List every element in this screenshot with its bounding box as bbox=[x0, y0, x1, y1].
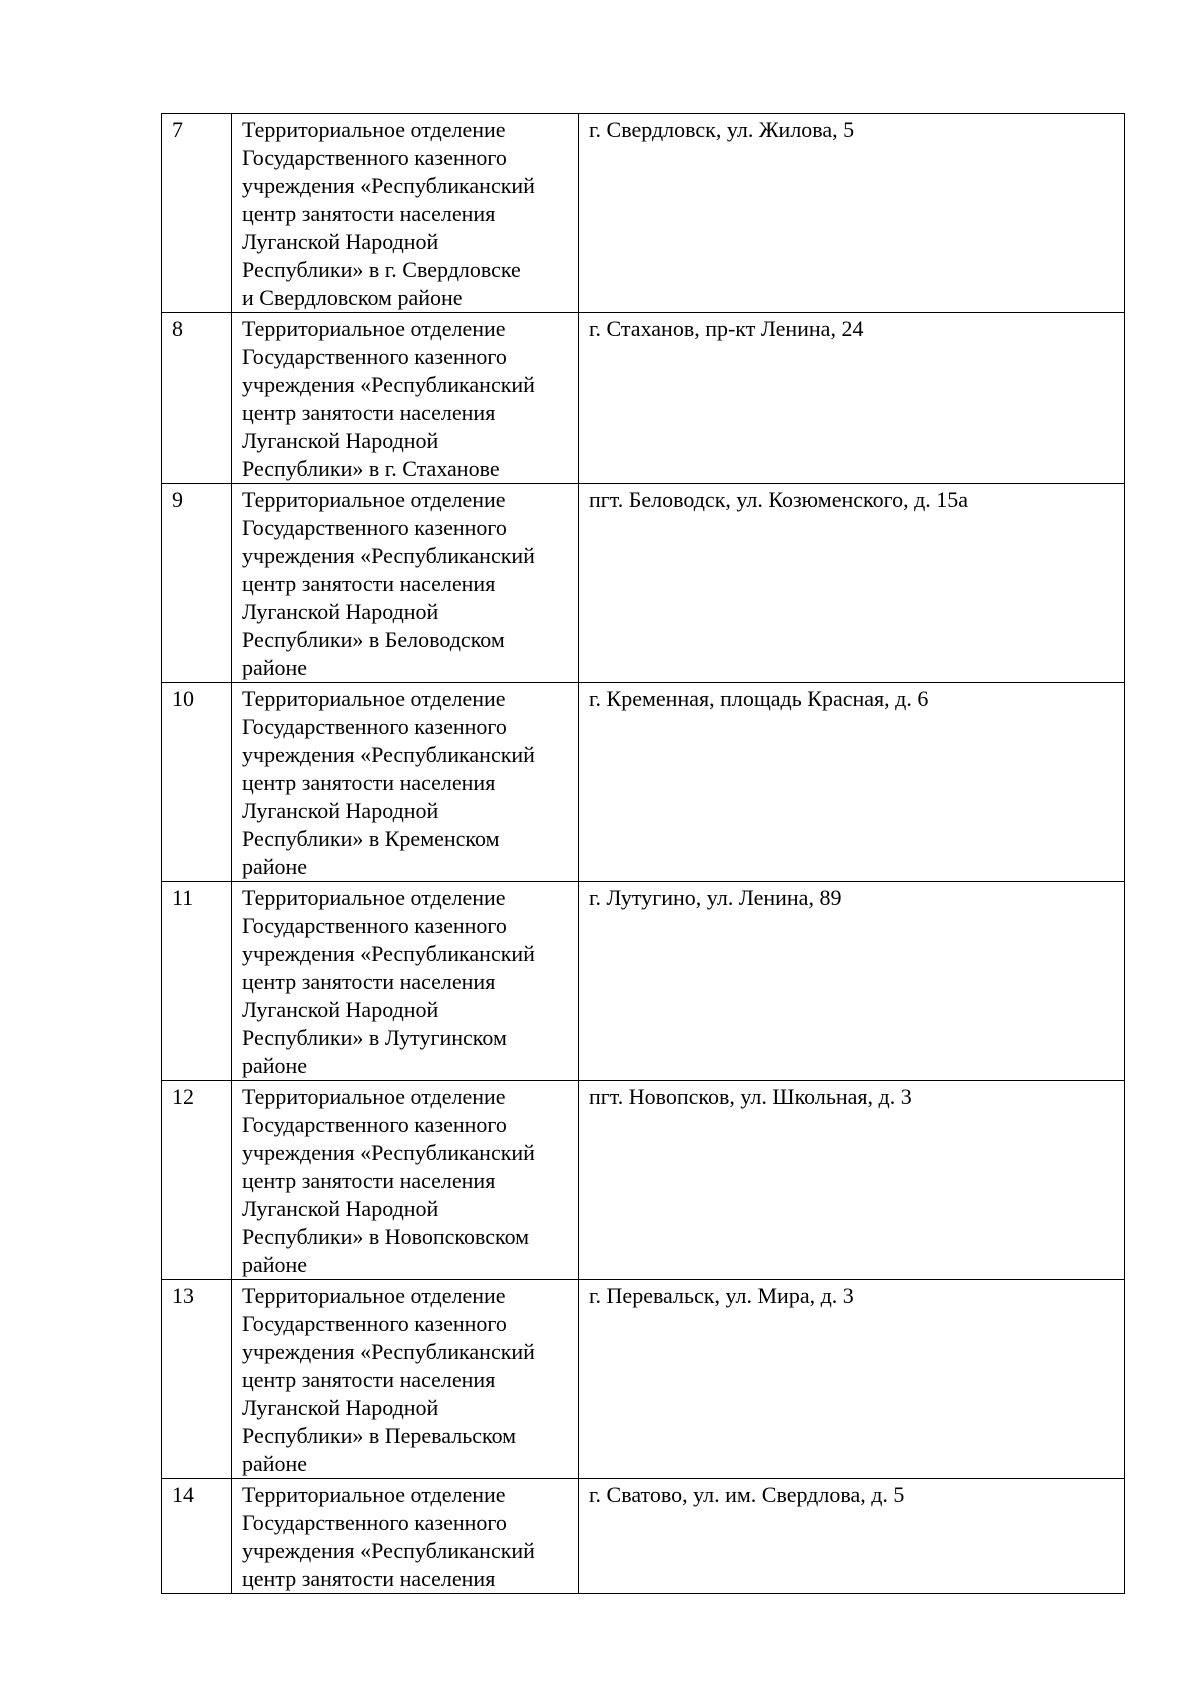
office-address: г. Перевальск, ул. Мира, д. 3 bbox=[579, 1280, 1125, 1479]
row-number: 14 bbox=[162, 1479, 232, 1594]
row-number: 8 bbox=[162, 313, 232, 484]
row-number: 13 bbox=[162, 1280, 232, 1479]
table-row bbox=[162, 882, 1125, 1081]
table-row bbox=[162, 484, 1125, 683]
office-address: г. Стаханов, пр-кт Ленина, 24 bbox=[579, 313, 1125, 484]
row-number: 12 bbox=[162, 1081, 232, 1280]
office-name: Территориальное отделение Государственного казенного учреждения «Республиканский центр занятости населения Луганской Народной Республики» в Беловодском районе bbox=[242, 487, 535, 680]
table-row bbox=[162, 114, 1125, 313]
table-row bbox=[162, 683, 1125, 882]
office-name: Территориальное отделение Государственного казенного учреждения «Республиканский центр занятости населения Луганской Народной Республики» в Кременском районе bbox=[242, 686, 535, 879]
table-row bbox=[162, 1280, 1125, 1479]
office-address: г. Лутугино, ул. Ленина, 89 bbox=[579, 882, 1125, 1081]
office-address: г. Свердловск, ул. Жилова, 5 bbox=[579, 114, 1125, 313]
office-name: Территориальное отделение Государственного казенного учреждения «Республиканский центр занятости населения Луганской Народной Республики» в Перевальском районе bbox=[242, 1283, 535, 1476]
table-row bbox=[162, 313, 1125, 484]
office-address: г. Кременная, площадь Красная, д. 6 bbox=[579, 683, 1125, 882]
row-number: 7 bbox=[162, 114, 232, 313]
office-name: Территориальное отделение Государственного казенного учреждения «Республиканский центр занятости населения Луганской Народной Республики» в г. Свердловске и Свердловском районе bbox=[242, 117, 535, 310]
row-number: 11 bbox=[162, 882, 232, 1081]
employment-centers-table bbox=[161, 113, 1125, 1594]
office-address: пгт. Беловодск, ул. Козюменского, д. 15а bbox=[579, 484, 1125, 683]
row-number: 9 bbox=[162, 484, 232, 683]
table-row bbox=[162, 1479, 1125, 1594]
office-name: Территориальное отделение Государственного казенного учреждения «Республиканский центр занятости населения Луганской Народной Республики» в Новопсковском районе bbox=[242, 1084, 535, 1277]
office-name: Территориальное отделение Государственного казенного учреждения «Республиканский центр занятости населения Луганской Народной Республики» в Лутугинском районе bbox=[242, 885, 535, 1078]
office-name: Территориальное отделение Государственного казенного учреждения «Республиканский центр занятости населения bbox=[242, 1482, 535, 1591]
row-number: 10 bbox=[162, 683, 232, 882]
office-name: Территориальное отделение Государственного казенного учреждения «Республиканский центр занятости населения Луганской Народной Республики» в г. Стаханове bbox=[242, 316, 535, 481]
office-address: пгт. Новопсков, ул. Школьная, д. 3 bbox=[579, 1081, 1125, 1280]
table-row bbox=[162, 1081, 1125, 1280]
office-address: г. Сватово, ул. им. Свердлова, д. 5 bbox=[579, 1479, 1125, 1594]
